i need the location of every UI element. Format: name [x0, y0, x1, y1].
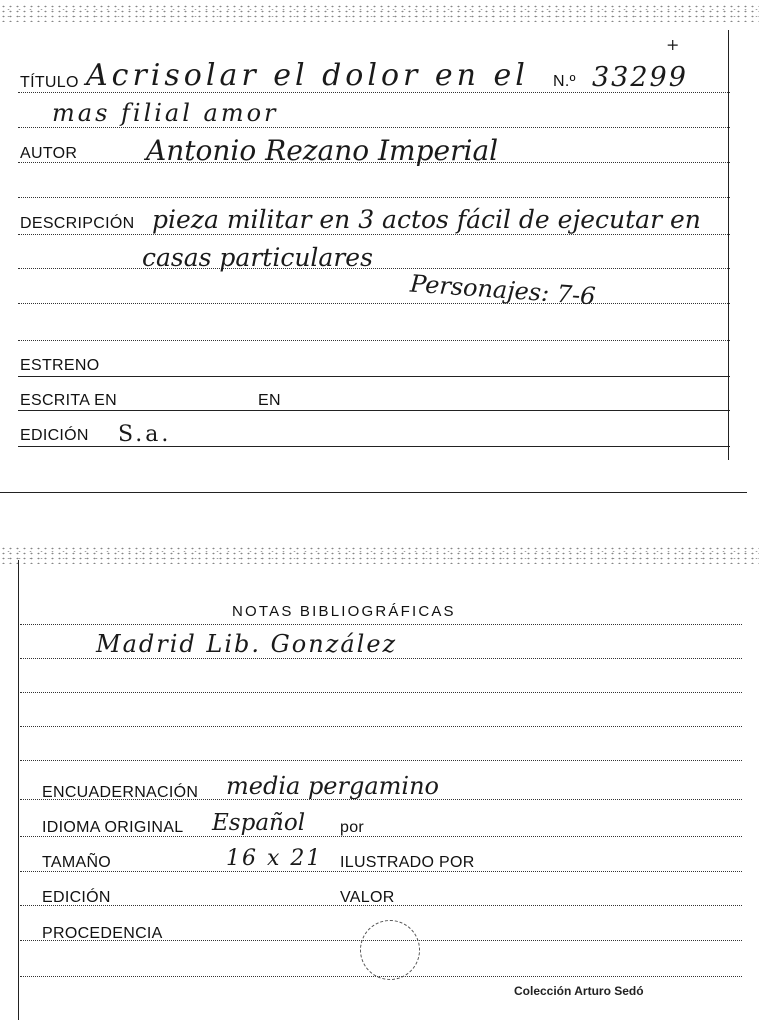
notas-value-line1: Madrid Lib. González	[96, 630, 398, 658]
rule-line	[18, 303, 730, 304]
escrita-en-label: ESCRITA EN	[20, 392, 117, 409]
card-bottom-edge	[0, 492, 747, 493]
card-right-border	[728, 30, 729, 460]
autor-value: Antonio Rezano Imperial	[146, 134, 499, 167]
ilustrado-label: ILUSTRADO POR	[340, 854, 475, 871]
edicion-value: S.a.	[118, 422, 172, 447]
rule-line	[18, 127, 730, 128]
tamano-value: 16 x 21	[226, 846, 323, 871]
catalog-card-front	[0, 0, 759, 495]
rule-line	[18, 234, 730, 235]
autor-label: AUTOR	[20, 145, 78, 162]
rule-line	[20, 760, 742, 761]
valor-label: VALOR	[340, 889, 395, 906]
idioma-label: IDIOMA ORIGINAL	[42, 819, 184, 836]
encuadernacion-label: ENCUADERNACIÓN	[42, 784, 199, 801]
titulo-value-line1: Acrisolar el dolor en el	[86, 58, 529, 93]
rule-line	[20, 726, 742, 727]
rule-line	[20, 624, 742, 625]
edicion-label: EDICIÓN	[20, 427, 89, 444]
por-label: por	[340, 819, 365, 836]
descripcion-label: DESCRIPCIÓN	[20, 215, 135, 232]
card-left-border	[18, 560, 19, 1020]
card-top-edge	[0, 4, 759, 22]
idioma-value: Español	[212, 810, 306, 836]
rule-line	[20, 692, 742, 693]
numero-mark: +	[666, 35, 680, 54]
encuadernacion-value: media pergamino	[226, 772, 439, 800]
numero-value: 33299	[592, 62, 688, 93]
en-label: EN	[258, 392, 281, 409]
notas-heading: NOTAS BIBLIOGRÁFICAS	[232, 603, 456, 620]
footer-collection: Colección Arturo Sedó	[514, 984, 644, 998]
estreno-label: ESTRENO	[20, 357, 100, 374]
rule-line	[18, 197, 730, 198]
circular-stamp	[360, 920, 420, 980]
card-top-edge	[0, 546, 759, 564]
catalog-card-back	[0, 540, 759, 1028]
rule-line	[20, 658, 742, 659]
personajes-value: Personajes: 7-6	[409, 269, 597, 311]
descripcion-value-line2: casas particulares	[142, 243, 373, 272]
titulo-value-line2: mas filial amor	[52, 99, 279, 127]
procedencia-label: PROCEDENCIA	[42, 925, 163, 942]
edicion-label: EDICIÓN	[42, 889, 111, 906]
tamano-label: TAMAÑO	[42, 854, 112, 871]
numero-label: N.º	[553, 73, 576, 90]
rule-line	[18, 340, 730, 341]
descripcion-value-line1: pieza militar en 3 actos fácil de ejecutar en	[152, 205, 701, 234]
rule-line	[18, 376, 730, 377]
titulo-label: TÍTULO	[20, 74, 79, 91]
rule-line	[18, 268, 730, 269]
rule-line	[18, 410, 730, 411]
